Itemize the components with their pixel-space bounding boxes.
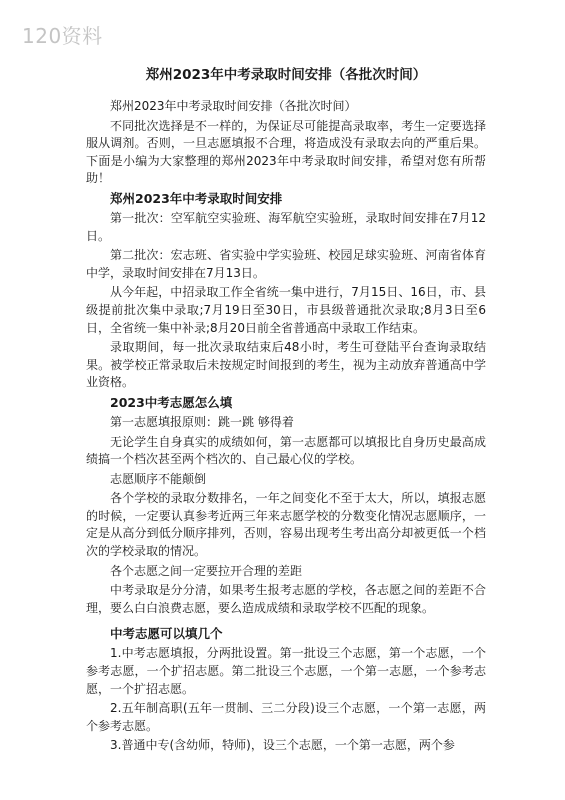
paragraph: 无论学生自身真实的成绩如何，第一志愿都可以填报比自身历史最高成绩搞一个档次甚至两个档次的、自己最心仪的学校。 [86, 434, 486, 467]
document-title: 郑州2023年中考录取时间安排（各批次时间） [145, 67, 427, 83]
paragraph: 第二批次：宏志班、省实验中学实验班、校园足球实验班、河南省体育中学，录取时间安排在7月13日。 [86, 248, 486, 280]
document-body [86, 98, 486, 755]
paragraph: 3.普通中专(含幼师，特师)，设三个志愿，一个第一志愿，两个参 [110, 738, 455, 753]
paragraph: 2.五年制高职(五年一贯制、三二分段)设三个志愿，一个第一志愿，两个参考志愿。 [86, 701, 486, 733]
paragraph: 录取期间，每一批次录取结束后48小时，考生可登陆平台查询录取结果。被学校正常录取后未按规定时间报到的考生，视为主动放弃普通高中学业资格。 [86, 340, 486, 390]
paragraph: 中考录取是分分清，如果考生报考志愿的学校，各志愿之间的差距不合理，要么白白浪费志愿，要么造成成绩和录取学校不匹配的现象。 [86, 583, 486, 615]
section-heading: 2023中考志愿怎么填 [110, 394, 233, 410]
paragraph: 不同批次选择是不一样的，为保证尽可能提高录取率，考生一定要选择服从调剂。否则，一旦志愿填报不合理，将造成没有录取去向的严重后果。下面是小编为大家整理的郑州2023年中考录取时间安排，希望对您有所帮助！ [86, 118, 486, 186]
section-heading: 中考志愿可以填几个 [110, 626, 223, 642]
paragraph: 1.中考志愿填报，分两批设置。第一批设三个志愿，第一个志愿，一个参考志愿，一个扩招志愿。第二批设三个志愿，一个第一志愿，一个参考志愿，一个扩招志愿。 [86, 646, 486, 696]
paragraph: 各个学校的录取分数排名，一年之间变化不至于太大，所以，填报志愿的时候，一定要认真参考近两三年来志愿学校的分数变化情况志愿顺序，一定是从高分到低分顺序排列，否则，容易出现考生考出高分却被更低一个档次的学校录取的情况。 [86, 491, 486, 559]
paragraph: 志愿顺序不能颠倒 [110, 471, 207, 486]
paragraph: 郑州2023年中考录取时间安排（各批次时间） [110, 99, 357, 113]
paragraph: 第一志愿填报原则：跳一跳 够得着 [110, 414, 294, 429]
paragraph: 第一批次：空军航空实验班、海军航空实验班，录取时间安排在7月12日。 [86, 210, 486, 243]
paragraph: 各个志愿之间一定要拉开合理的差距 [110, 563, 303, 578]
paragraph: 从今年起，中招录取工作全省统一集中进行，7月15日、16日，市、县级提前批次集中录取;7月19日至30日，市县级普通批次录取;8月3日至6日，全省统一集中补录;8月20日前全省普通高中录取工作结束。 [86, 285, 486, 335]
watermark-logo: 120资料 [22, 24, 103, 48]
section-heading: 郑州2023年中考录取时间安排 [110, 190, 283, 206]
document-page [86, 66, 486, 757]
